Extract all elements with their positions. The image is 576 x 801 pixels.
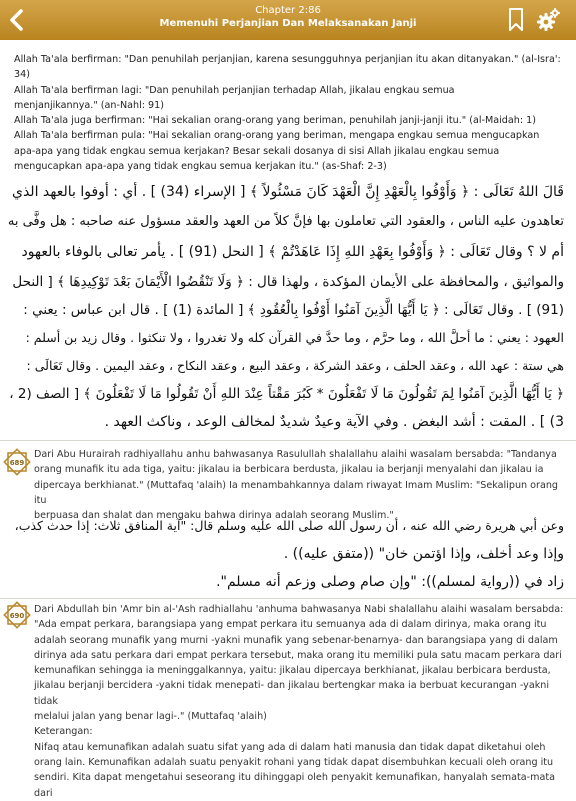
hadith-line: Nifaq atau kemunafikan adalah suatu sifat yang ada di dalam hati manusia dan tidak dapat diketahui oleh <box>34 741 546 753</box>
hadith-line: jikalau berjanji bercidera -yakni tidak menepati- dan jikalau bertengkar maka ia berbuat kecurangan -yakni tidak <box>34 680 550 707</box>
intro-line: 34) <box>14 69 30 81</box>
chapter-label: Chapter 2:86 <box>255 5 321 16</box>
hadith-line: Dari Abu Hurairah radhiyallahu anhu bahwasanya Rasulullah shalallahu alaihi wasalam bersabda: "Tandanya <box>34 449 557 460</box>
arabic-line: 3) ] . المقت : أشد البغض . وفي الآية وعيدٌ شديدٌ لمخالف الوعد ، وناكث العهد . <box>104 414 564 430</box>
back-button[interactable] <box>4 6 30 34</box>
settings-button[interactable] <box>536 8 560 32</box>
bookmark-icon <box>508 8 524 32</box>
hadith-line: dirinya ada satu perkara dari empat perkara tersebut, maka orang itu memiliki pula satu macam perkara dari <box>34 649 562 661</box>
hadith-line: orang lain. Kemunafikan adalah suatu penyakit rohani yang tidak dapat disembuhkan kecuali oleh orang itu <box>34 756 554 768</box>
hadith-arabic-line: وإذا وعد أخلف، وإذا اؤتمن خان" ((متفق عليه)) . <box>283 546 564 562</box>
intro-verses-translation <box>14 52 568 174</box>
intro-line: Allah Ta'ala berfirman pula: "Hai sekalian orang-orang yang beriman, mengapa engkau semua mengucapkan <box>14 130 540 142</box>
hadith-line: dipercaya berkhianat." (Muttafaq 'alaih) Ia menambahkannya dalam riwayat Imam Muslim: "Sekalipun orang itu <box>34 479 559 506</box>
octagon-star-badge-icon <box>4 602 30 628</box>
intro-line: Allah Ta'ala berfirman: "Dan penuhilah perjanjian, karena sesungguhnya perjanjian itu akan ditanyakan." (al-Isra': <box>14 54 561 65</box>
bookmark-button[interactable] <box>508 8 524 32</box>
hadith-line: orang munafik itu ada tiga, yaitu: jikalau ia berbicara berdusta, jikalau ia berjanji menyalahi dan jikalau ia <box>34 464 544 476</box>
hadith-translation <box>34 602 568 801</box>
arabic-line: أم لا ؟ وقال تَعَالَى : ﴿ وَأَوْفُوا بِعَهْدِ اللهِ إِذَا عَاهَدْتُمْ ﴾ [ النحل (91) ] . يأمر تعالى بالوفاء بالعهود <box>21 244 564 260</box>
hadith-arabic-line: زاد في ((رواية لمسلم)): "وإن صام وصلى وزعم أنه مسلم". <box>216 574 564 590</box>
hadith-line: melalui jalan yang benar lagi-." (Muttafaq 'alaih) <box>34 711 267 723</box>
hadith-translation <box>34 447 568 523</box>
arabic-line: تعاهدون عليه الناس ، والعقود التي تعاملون بها فإنَّ كلاً من العهد والعقد مسؤول عنه صاحبه : هل وفَّى به <box>7 214 564 229</box>
arabic-line: العهود : يعني : ما أحلَّ الله ، وما حرَّم ، وما حدَّ في القرآن كله ولا تغدروا ، ولا تنكثوا . وقال زيد بن أسلم : <box>25 330 564 345</box>
hadith-number-badge <box>4 602 30 628</box>
intro-line: apa-apa yang tidak engkau semua kerjakan? Besar sekali dosanya di sisi Allah jikalau engkau semua <box>14 145 500 157</box>
header-title-area <box>90 5 486 30</box>
hadith-line: berpuasa dan shalat dan mengaku bahwa dirinya adalah seorang Muslim." <box>34 510 394 522</box>
hadith-number-badge <box>4 449 30 475</box>
hadith-line: Dari Abdullah bin 'Amr bin al-'Ash radhiallahu 'anhuma bahwasanya Nabi shalallahu alaihi wasalam bersabda: <box>34 604 564 615</box>
intro-line: Allah Ta'ala juga berfirman: "Hai sekalian orang-orang yang beriman, penuhilah janji-janji itu." (al-Maidah: 1) <box>14 115 536 127</box>
intro-line: menjanjikannya." (an-Nahl: 91) <box>14 99 164 111</box>
gear-icon <box>536 8 560 32</box>
arabic-line: والمواثيق ، والمحافظة على الأيمان المؤكدة ، ولهذا قال : ﴿ وَلَا تَنْقُضُوا الْأَيْمَانَ بَعْدَ تَوْكِيدِهَا ﴾ [ النحل <box>12 274 564 290</box>
divider <box>0 440 576 441</box>
octagon-star-badge-icon <box>4 449 30 475</box>
intro-line: mengucapkan apa-apa yang tidak engkau semua kerjakan itu." (as-Shaf: 2-3) <box>14 161 387 173</box>
hadith-number: 689 <box>9 459 25 467</box>
chevron-left-icon <box>4 6 30 34</box>
hadith-arabic-line: وعن أبي هريرة رضي الله عنه ، أن رسول الله صلى الله عليه وسلم قال: "آية المنافق ثلاث: إذا حدث كذب، <box>14 518 564 533</box>
hadith-line: adalah seorang munafik yang murni -yakni munafik yang sebenar-benarnya- dan barangsiapa yang di dalam <box>34 634 558 646</box>
arabic-line: قَالَ اللهُ تَعَالَى : ﴿ وَأَوْفُوا بِالْعَهْدِ إِنَّ الْعَهْدَ كَانَ مَسْئُولاً ﴾ [ الإسراء (34) ] . أي : أوفوا بالعهد الذي <box>12 184 564 200</box>
hadith-line: sendiri. Kita dapat mengetahui seseorang itu dihinggapi oleh penyakit kemunafikan, hanyalah semata-mata dari <box>34 772 555 799</box>
arabic-line: (91) ] . وقال تَعَالَى : ﴿ يَا أَيُّهَا الَّذِينَ آمَنُوا أَوْفُوا بِالْعُقُودِ ﴾ [ المائدة (1) ] . قال ابن عباس : يعني : <box>23 302 564 318</box>
intro-line: Allah Ta'ala berfirman lagi: "Dan penuhilah perjanjian terhadap Allah, jikalau engkau semua <box>14 84 455 96</box>
hadith-line: Keterangan: <box>34 726 93 738</box>
content-scroll-area[interactable] <box>0 40 576 799</box>
hadith-line: kemunafikan sehingga ia meninggalkannya, yaitu: jikalau dipercaya berkhianat, jikalau berbicara berdusta, <box>34 665 551 677</box>
page-title: Memenuhi Perjanjian Dan Melaksanakan Janji <box>159 18 417 29</box>
hadith-number: 690 <box>9 612 25 620</box>
divider <box>0 598 576 599</box>
top-bar <box>0 0 576 40</box>
arabic-line: ﴿ يَا أَيُّهَا الَّذِينَ آمَنُوا لِمَ تَقُولُونَ مَا لَا تَفْعَلُونَ * كَبُرَ مَقْتاً عِنْدَ اللهِ أَنْ تَقُولُوا مَا لَا تَفْعَلُونَ ﴾ [ الصف (2 ، <box>9 386 564 402</box>
arabic-line: هي ستة : عهد الله ، وعقد الحلف ، وعقد الشركة ، وعقد البيع ، وعقد النكاح ، وعقد اليمين . وقال تَعَالَى : <box>26 358 564 373</box>
hadith-line: "Ada empat perkara, barangsiapa yang empat perkara itu semuanya ada di dalam dirinya, maka orang itu <box>34 619 547 631</box>
